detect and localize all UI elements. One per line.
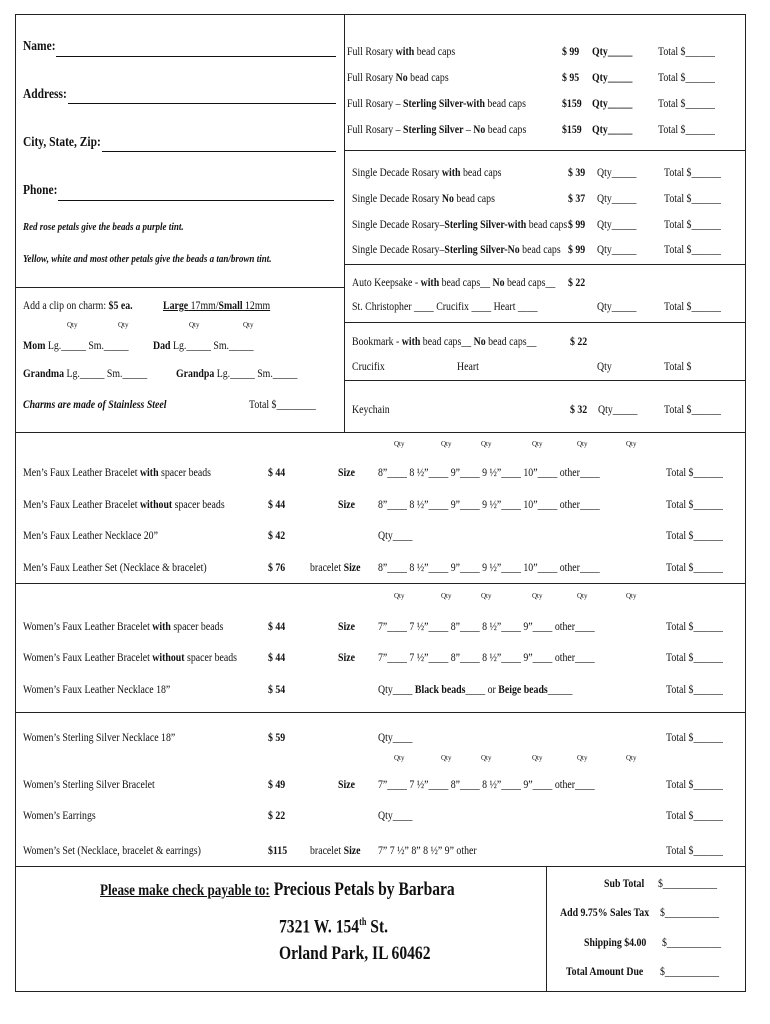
- product-price: $ 49: [268, 777, 286, 791]
- shipping-label: Shipping $4.00: [584, 935, 647, 949]
- size-qty-tag: Qty: [626, 440, 637, 448]
- keepsake-options[interactable]: St. Christopher ____ Crucifix ____ Heart ____: [352, 299, 538, 313]
- product-price: $ 76: [268, 560, 286, 574]
- charm-total[interactable]: Total $________: [249, 397, 316, 411]
- single-rosary-price: $ 99: [568, 217, 586, 231]
- single-rosary-label: Single Decade Rosary–Sterling Silver-with bead caps: [352, 217, 568, 231]
- city-field[interactable]: [102, 151, 336, 152]
- full-rosary-qty[interactable]: Qty_____: [592, 44, 633, 58]
- tax-label: Add 9.75% Sales Tax: [560, 905, 650, 919]
- size-label: bracelet Size: [310, 843, 361, 857]
- note-yellow: Yellow, white and most other petals give the beads a tan/brown tint.: [23, 253, 272, 265]
- product-price: $ 44: [268, 497, 286, 511]
- full-rosary-label: Full Rosary – Sterling Silver-with bead caps: [347, 96, 526, 110]
- product-label: Women’s Set (Necklace, bracelet & earrings): [23, 843, 201, 857]
- shipping-field[interactable]: $___________: [662, 935, 722, 949]
- size-label: Size: [338, 777, 355, 791]
- keepsake-price: $ 22: [568, 275, 586, 289]
- bookmark-qty[interactable]: Qty: [597, 359, 612, 373]
- size-label: Size: [338, 497, 355, 511]
- row-total[interactable]: Total $______: [666, 777, 723, 791]
- full-rosary-total[interactable]: Total $______: [658, 44, 715, 58]
- product-label: Women’s Faux Leather Necklace 18”: [23, 682, 171, 696]
- single-rosary-total[interactable]: Total $______: [664, 191, 721, 205]
- divider-keepsake: [344, 264, 746, 265]
- bookmark-crucifix[interactable]: Crucifix: [352, 359, 385, 373]
- divider-bookmark: [344, 322, 746, 323]
- size-qty-tag: Qty: [577, 440, 588, 448]
- size-label: bracelet Size: [310, 560, 361, 574]
- footer-divider: [546, 866, 547, 992]
- full-rosary-price: $ 95: [562, 70, 580, 84]
- size-options[interactable]: 8”____ 8 ½”____ 9”____ 9 ½”____ 10”____ other____: [378, 560, 600, 574]
- divider-footer: [15, 866, 746, 867]
- size-qty-tag: Qty: [577, 754, 588, 762]
- bookmark-line1: Bookmark - with bead caps__ No bead caps__: [352, 334, 537, 348]
- city-label: City, State, Zip:: [23, 135, 101, 150]
- single-rosary-label: Single Decade Rosary with bead caps: [352, 165, 502, 179]
- single-rosary-qty[interactable]: Qty_____: [597, 191, 637, 205]
- single-rosary-price: $ 99: [568, 242, 586, 256]
- size-qty-tag: Qty: [532, 754, 543, 762]
- address-field[interactable]: [68, 103, 336, 104]
- size-qty-tag: Qty: [394, 592, 405, 600]
- total-due-field[interactable]: $___________: [660, 964, 720, 978]
- row-total[interactable]: Total $______: [666, 465, 723, 479]
- single-rosary-qty[interactable]: Qty_____: [597, 242, 637, 256]
- total-due-label: Total Amount Due: [566, 964, 644, 978]
- divider-silver: [15, 712, 746, 713]
- full-rosary-total[interactable]: Total $______: [658, 122, 715, 136]
- charm-mom[interactable]: Mom Lg._____ Sm._____: [23, 338, 129, 352]
- bookmark-total[interactable]: Total $: [664, 359, 692, 373]
- size-options[interactable]: 7” 7 ½” 8” 8 ½” 9” other: [378, 843, 477, 857]
- keychain-total[interactable]: Total $______: [664, 402, 721, 416]
- single-rosary-total[interactable]: Total $______: [664, 217, 721, 231]
- size-options[interactable]: Qty____: [378, 808, 413, 822]
- single-rosary-total[interactable]: Total $______: [664, 242, 721, 256]
- charm-clip-line: Add a clip on charm: $5 ea.: [23, 298, 133, 312]
- size-qty-tag: Qty: [481, 592, 492, 600]
- product-label: Women’s Faux Leather Bracelet without spacer beads: [23, 650, 237, 664]
- size-label: Size: [338, 619, 355, 633]
- address-label: Address:: [23, 87, 67, 102]
- divider-womens: [15, 583, 746, 584]
- single-rosary-label: Single Decade Rosary–Sterling Silver-No bead caps: [352, 242, 561, 256]
- row-total[interactable]: Total $______: [666, 808, 723, 822]
- full-rosary-price: $159: [562, 96, 582, 110]
- divider-mens: [15, 432, 746, 433]
- size-qty-tag: Qty: [394, 754, 405, 762]
- size-qty-tag: Qty: [394, 440, 405, 448]
- row-total[interactable]: Total $______: [666, 730, 723, 744]
- keychain-label: Keychain: [352, 402, 390, 416]
- full-rosary-price: $ 99: [562, 44, 580, 58]
- size-options[interactable]: Qty____: [378, 730, 413, 744]
- size-qty-tag: Qty: [532, 592, 543, 600]
- size-options[interactable]: 7”____ 7 ½”____ 8”____ 8 ½”____ 9”____ other____: [378, 650, 595, 664]
- product-price: $ 54: [268, 682, 286, 696]
- name-field[interactable]: [56, 56, 336, 57]
- single-rosary-label: Single Decade Rosary No bead caps: [352, 191, 495, 205]
- size-qty-tag: Qty: [481, 440, 492, 448]
- bookmark-heart[interactable]: Heart: [457, 359, 479, 373]
- size-options[interactable]: Qty____: [378, 528, 413, 542]
- phone-field[interactable]: [58, 200, 334, 201]
- single-rosary-price: $ 39: [568, 165, 586, 179]
- charm-grandma[interactable]: Grandma Lg._____ Sm._____: [23, 366, 148, 380]
- product-price: $ 22: [268, 808, 286, 822]
- product-price: $ 42: [268, 528, 286, 542]
- size-options[interactable]: 8”____ 8 ½”____ 9”____ 9 ½”____ 10”____ other____: [378, 465, 600, 479]
- charm-dad[interactable]: Dad Lg._____ Sm._____: [153, 338, 254, 352]
- tax-field[interactable]: $___________: [660, 905, 720, 919]
- row-total[interactable]: Total $______: [666, 560, 723, 574]
- phone-label: Phone:: [23, 183, 58, 198]
- top-divider: [344, 14, 345, 432]
- size-qty-tag: Qty: [532, 440, 543, 448]
- divider-keychain: [344, 380, 746, 381]
- product-label: Men’s Faux Leather Bracelet without spacer beads: [23, 497, 225, 511]
- size-qty-tag: Qty: [577, 592, 588, 600]
- size-qty-tag: Qty: [626, 592, 637, 600]
- size-qty-tag: Qty: [626, 754, 637, 762]
- size-options[interactable]: 7”____ 7 ½”____ 8”____ 8 ½”____ 9”____ other____: [378, 619, 595, 633]
- keepsake-line1: Auto Keepsake - with bead caps__ No bead caps__: [352, 275, 556, 289]
- size-qty-tag: Qty: [441, 440, 452, 448]
- product-label: Women’s Sterling Silver Bracelet: [23, 777, 155, 791]
- charm-grandpa[interactable]: Grandpa Lg._____ Sm._____: [176, 366, 298, 380]
- divider-single: [344, 150, 746, 151]
- full-rosary-qty[interactable]: Qty_____: [592, 70, 633, 84]
- full-rosary-total[interactable]: Total $______: [658, 70, 715, 84]
- full-rosary-label: Full Rosary with bead caps: [347, 44, 456, 58]
- divider-charms: [15, 287, 344, 288]
- charm-qty-4: Qty: [243, 321, 254, 329]
- size-qty-tag: Qty: [441, 754, 452, 762]
- charm-note: Charms are made of Stainless Steel: [23, 397, 167, 411]
- row-total[interactable]: Total $______: [666, 528, 723, 542]
- product-label: Women’s Earrings: [23, 808, 96, 822]
- product-label: Women’s Sterling Silver Necklace 18”: [23, 730, 176, 744]
- full-rosary-qty[interactable]: Qty_____: [592, 122, 633, 136]
- size-label: Size: [338, 650, 355, 664]
- charm-qty-1: Qty: [67, 321, 78, 329]
- product-price: $ 44: [268, 619, 286, 633]
- product-price: $115: [268, 843, 288, 857]
- size-label: Size: [338, 465, 355, 479]
- full-rosary-qty[interactable]: Qty_____: [592, 96, 633, 110]
- city-address: Orland Park, IL 60462: [279, 943, 431, 964]
- size-options[interactable]: Qty____ Black beads____ or Beige beads_____: [378, 682, 573, 696]
- charm-qty-3: Qty: [189, 321, 200, 329]
- single-rosary-qty[interactable]: Qty_____: [597, 217, 637, 231]
- keychain-price: $ 32: [570, 402, 588, 416]
- row-total[interactable]: Total $______: [666, 682, 723, 696]
- product-price: $ 44: [268, 650, 286, 664]
- full-rosary-label: Full Rosary No bead caps: [347, 70, 449, 84]
- keychain-qty[interactable]: Qty_____: [598, 402, 638, 416]
- full-rosary-total[interactable]: Total $______: [658, 96, 715, 110]
- product-price: $ 59: [268, 730, 286, 744]
- size-qty-tag: Qty: [441, 592, 452, 600]
- charm-qty-2: Qty: [118, 321, 129, 329]
- size-qty-tag: Qty: [481, 754, 492, 762]
- subtotal-field[interactable]: $___________: [658, 876, 718, 890]
- product-label: Men’s Faux Leather Set (Necklace & bracelet): [23, 560, 207, 574]
- row-total[interactable]: Total $______: [666, 497, 723, 511]
- keepsake-total[interactable]: Total $______: [664, 299, 721, 313]
- product-label: Men’s Faux Leather Necklace 20”: [23, 528, 158, 542]
- size-options[interactable]: 8”____ 8 ½”____ 9”____ 9 ½”____ 10”____ other____: [378, 497, 600, 511]
- product-price: $ 44: [268, 465, 286, 479]
- payable-line: Please make check payable to: Precious Petals by Barbara: [100, 879, 455, 900]
- single-rosary-price: $ 37: [568, 191, 586, 205]
- full-rosary-label: Full Rosary – Sterling Silver – No bead caps: [347, 122, 527, 136]
- row-total[interactable]: Total $______: [666, 843, 723, 857]
- charm-sizes: Large 17mm/Small 12mm: [163, 298, 271, 312]
- name-label: Name:: [23, 39, 56, 54]
- full-rosary-price: $159: [562, 122, 582, 136]
- product-label: Women’s Faux Leather Bracelet with spacer beads: [23, 619, 224, 633]
- keepsake-qty[interactable]: Qty_____: [597, 299, 637, 313]
- product-label: Men’s Faux Leather Bracelet with spacer beads: [23, 465, 211, 479]
- single-rosary-qty[interactable]: Qty_____: [597, 165, 637, 179]
- street-address: 7321 W. 154th St.: [279, 916, 389, 938]
- bookmark-price: $ 22: [570, 334, 588, 348]
- subtotal-label: Sub Total: [604, 876, 645, 890]
- single-rosary-total[interactable]: Total $______: [664, 165, 721, 179]
- row-total[interactable]: Total $______: [666, 650, 723, 664]
- size-options[interactable]: 7”____ 7 ½”____ 8”____ 8 ½”____ 9”____ other____: [378, 777, 595, 791]
- row-total[interactable]: Total $______: [666, 619, 723, 633]
- note-red: Red rose petals give the beads a purple tint.: [23, 221, 184, 233]
